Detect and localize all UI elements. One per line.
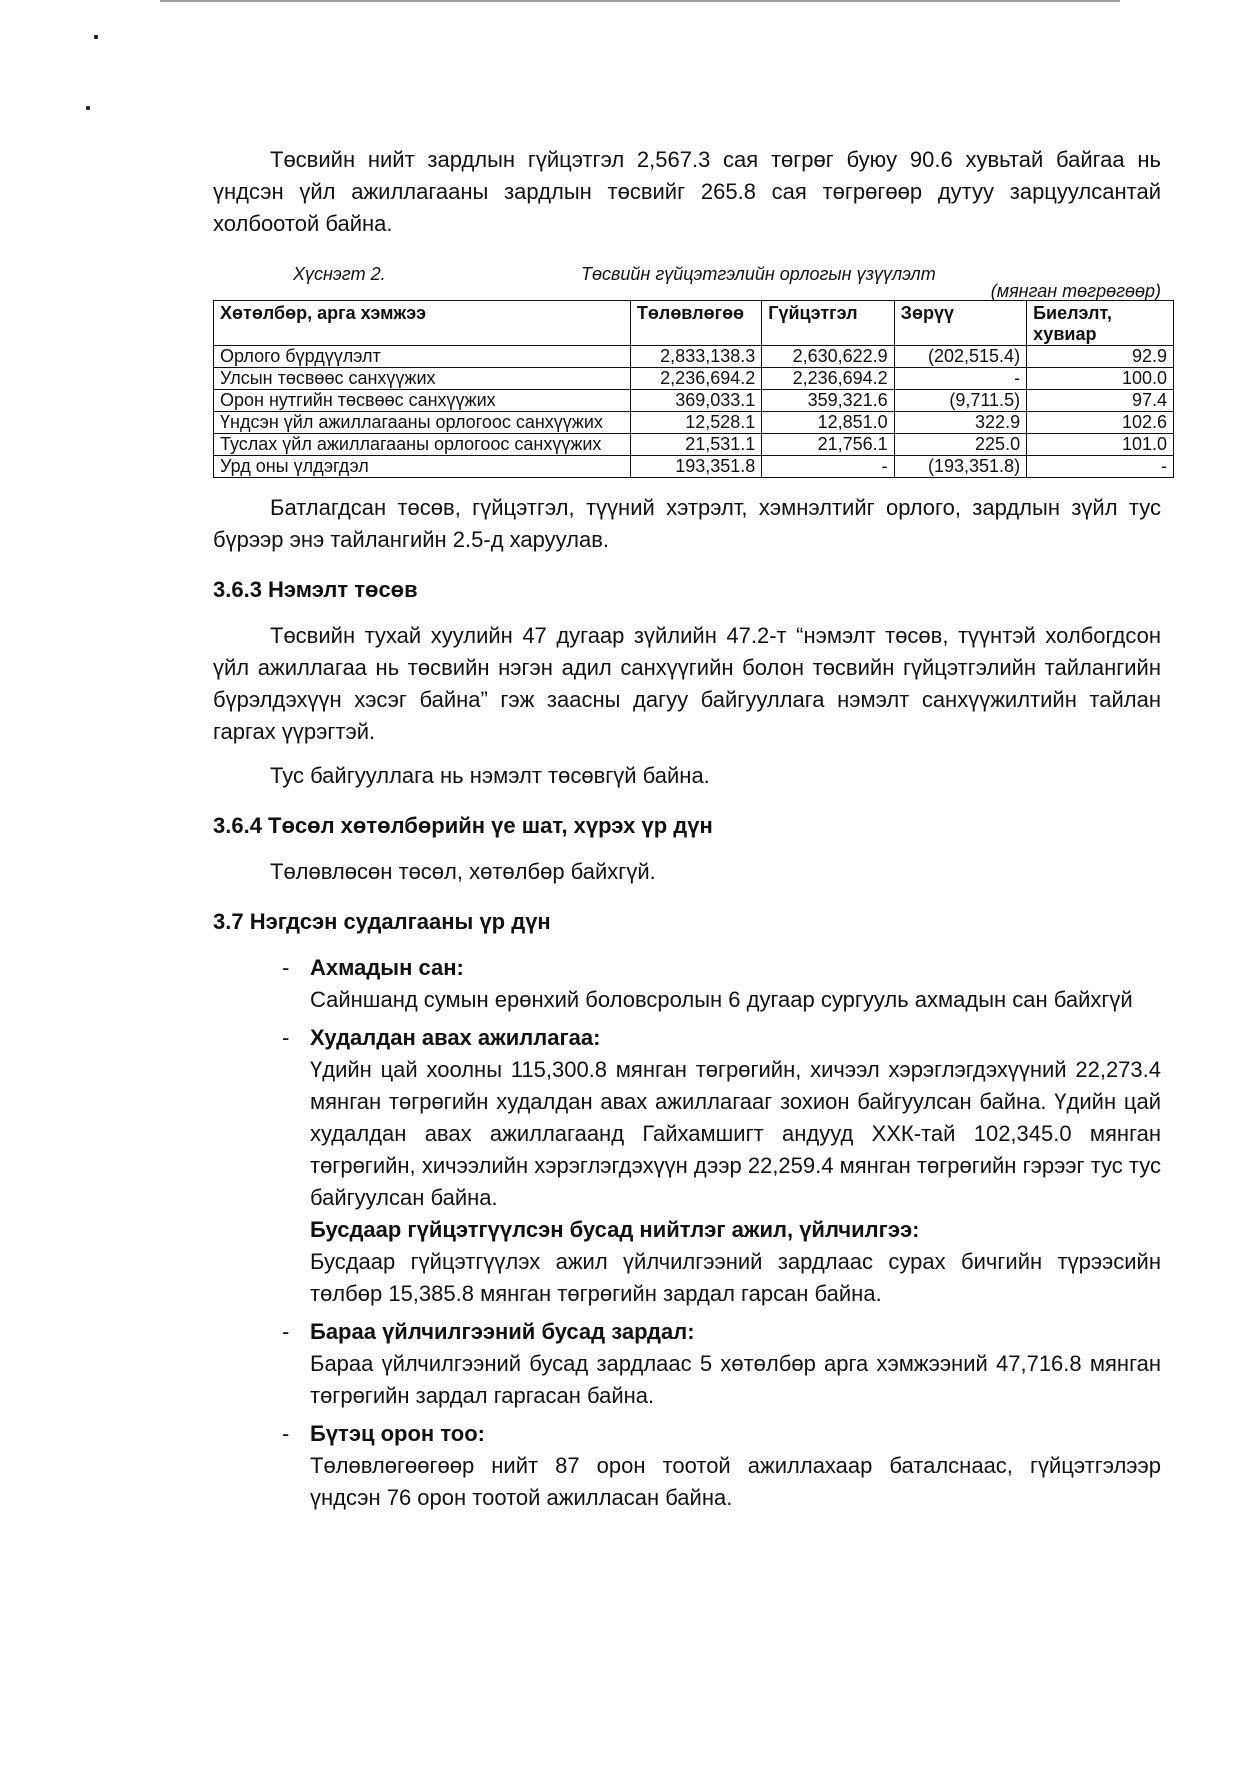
survey-results-list bbox=[213, 952, 1161, 1514]
table-row bbox=[214, 390, 1174, 412]
table-row bbox=[214, 346, 1174, 368]
table-title: Төсвийн гүйцэтгэлийн орлогын үзүүлэлт bbox=[581, 264, 936, 284]
budget-expense-paragraph: Төсвийн нийт зардлын гүйцэтгэл 2,567.3 сая төгрөг буюу 90.6 хувьтай байгаа нь үндсэн үйл ажиллагааны зардлын төсвийг 265.8 сая төгрөгөөр дутуу зарцуулсантай холбоотой байна. bbox=[213, 147, 1161, 236]
actual-cell: 12,851.0 bbox=[762, 412, 894, 434]
actual-cell: 21,756.1 bbox=[762, 434, 894, 456]
table-row bbox=[214, 456, 1174, 478]
item-title: - Бараа үйлчилгээний бусад зардал: bbox=[310, 1319, 695, 1344]
no-project-paragraph: Төлөвлөсөн төсөл, хөтөлбөр байхгүй. bbox=[270, 859, 656, 884]
item-title: - Бүтэц орон тоо: bbox=[310, 1421, 486, 1446]
difference-cell: (193,351.8) bbox=[894, 456, 1026, 478]
section-heading-37: 3.7 Нэгдсэн судалгааны үр дүн bbox=[213, 909, 551, 934]
item-text: Бараа үйлчилгээний бусад зардлаас 5 хөтөлбөр арга хэмжээний 47,716.8 мянган төгрөгийн зардал гаргасан байна. bbox=[310, 1351, 1161, 1408]
table-unit: (мянган төгрөгөөр) bbox=[990, 281, 1161, 301]
difference-cell: (9,711.5) bbox=[894, 390, 1026, 412]
header-plan: Төлөвлөгөө bbox=[630, 301, 761, 346]
item-title: - Ахмадын сан: bbox=[310, 955, 464, 980]
plan-cell: 12,528.1 bbox=[630, 412, 761, 434]
difference-cell: 322.9 bbox=[894, 412, 1026, 434]
item-subtitle: Бусдаар гүйцэтгүүлсэн бусад нийтлэг ажил, үйлчилгээ: bbox=[310, 1217, 920, 1242]
row-label: Туслах үйл ажиллагааны орлогоос санхүүжих bbox=[214, 434, 631, 456]
percent-cell: 101.0 bbox=[1027, 434, 1174, 456]
difference-cell: 225.0 bbox=[894, 434, 1026, 456]
no-supplementary-paragraph: Тус байгууллага нь нэмэлт төсөвгүй байна. bbox=[270, 763, 710, 788]
revenue-table bbox=[213, 300, 1174, 478]
plan-cell: 2,833,138.3 bbox=[630, 346, 761, 368]
header-difference: Зөрүү bbox=[894, 301, 1026, 346]
row-label: Үндсэн үйл ажиллагааны орлогоос санхүүжих bbox=[214, 412, 631, 434]
plan-cell: 21,531.1 bbox=[630, 434, 761, 456]
actual-cell: - bbox=[762, 456, 894, 478]
item-subtext: Бусдаар гүйцэтгүүлэх ажил үйлчилгээний зардлаас сурах бичгийн түрээсийн төлбөр 15,385.8 мянган төгрөгийн зардал гарсан байна. bbox=[310, 1249, 1161, 1306]
actual-cell: 359,321.6 bbox=[762, 390, 894, 412]
row-label: Орон нутгийн төсвөөс санхүүжих bbox=[214, 390, 631, 412]
actual-cell: 2,630,622.9 bbox=[762, 346, 894, 368]
plan-cell: 2,236,694.2 bbox=[630, 368, 761, 390]
difference-cell: (202,515.4) bbox=[894, 346, 1026, 368]
header-percent: Биелэлт, хувиар bbox=[1027, 301, 1174, 346]
percent-cell: 92.9 bbox=[1027, 346, 1174, 368]
percent-cell: 97.4 bbox=[1027, 390, 1174, 412]
approved-budget-paragraph: Батлагдсан төсөв, гүйцэтгэл, түүний хэтрэлт, хэмнэлтийг орлого, зардлын зүйл тус бүрээр энэ тайлангийн 2.5-д харуулав. bbox=[213, 495, 1161, 552]
item-title: - Худалдан авах ажиллагаа: bbox=[310, 1025, 601, 1050]
scan-speck bbox=[94, 35, 98, 39]
actual-cell: 2,236,694.2 bbox=[762, 368, 894, 390]
percent-cell: 102.6 bbox=[1027, 412, 1174, 434]
table-header-row bbox=[214, 301, 1174, 346]
list-item bbox=[310, 1316, 1161, 1412]
section-heading-364: 3.6.4 Төсөл хөтөлбөрийн үе шат, хүрэх үр дүн bbox=[213, 813, 713, 838]
item-text: Үдийн цай хоолны 115,300.8 мянган төгрөгийн, хичээл хэрэглэгдэхүүний 22,273.4 мянган төгрөгийн худалдан авах ажиллагааг зохион байгуулсан байна. Үдийн цай худалдан авах ажиллагаанд Гайхамшигт андууд ХХК-тай 102,345.0 мянган төгрөгийн, хичээлийн хэрэглэгдэхүүн дээр 22,259.4 мянган төгрөгийн гэрээг тус тус байгуулсан байна. bbox=[310, 1057, 1161, 1210]
table-row bbox=[214, 368, 1174, 390]
supplementary-budget-paragraph: Төсвийн тухай хуулийн 47 дугаар зүйлийн 47.2-т “нэмэлт төсөв, түүнтэй холбогдсон үйл ажиллагаа нь төсвийн нэгэн адил санхүүгийн болон төсвийн гүйцэтгэлийн тайлангийн бүрэлдэхүүн хэсэг байна” гэж заасны дагуу байгууллага нэмэлт санхүүжилтийн тайлан гаргах үүрэгтэй. bbox=[213, 623, 1161, 744]
scan-speck bbox=[86, 106, 90, 110]
percent-cell: - bbox=[1027, 456, 1174, 478]
header-program: Хөтөлбөр, арга хэмжээ bbox=[214, 301, 631, 346]
section-heading-363: 3.6.3 Нэмэлт төсөв bbox=[213, 577, 418, 602]
table-label: Хүснэгт 2. bbox=[293, 264, 386, 284]
table-row bbox=[214, 434, 1174, 456]
scan-top-edge bbox=[160, 0, 1120, 2]
document-body bbox=[213, 144, 1167, 1514]
difference-cell: - bbox=[894, 368, 1026, 390]
row-label: Улсын төсвөөс санхүүжих bbox=[214, 368, 631, 390]
list-item bbox=[310, 952, 1161, 1016]
item-text: Төлөвлөгөөгөөр нийт 87 орон тоотой ажиллахаар баталснаас, гүйцэтгэлээр үндсэн 76 орон тоотой ажилласан байна. bbox=[310, 1453, 1161, 1510]
item-text: Сайншанд сумын ерөнхий боловсролын 6 дугаар сургууль ахмадын сан байхгүй bbox=[310, 987, 1133, 1012]
table-caption bbox=[213, 252, 1161, 282]
row-label: Урд оны үлдэгдэл bbox=[214, 456, 631, 478]
row-label: Орлого бүрдүүлэлт bbox=[214, 346, 631, 368]
plan-cell: 369,033.1 bbox=[630, 390, 761, 412]
header-actual: Гүйцэтгэл bbox=[762, 301, 894, 346]
table-row bbox=[214, 412, 1174, 434]
list-item bbox=[310, 1418, 1161, 1514]
list-item bbox=[310, 1022, 1161, 1310]
percent-cell: 100.0 bbox=[1027, 368, 1174, 390]
plan-cell: 193,351.8 bbox=[630, 456, 761, 478]
